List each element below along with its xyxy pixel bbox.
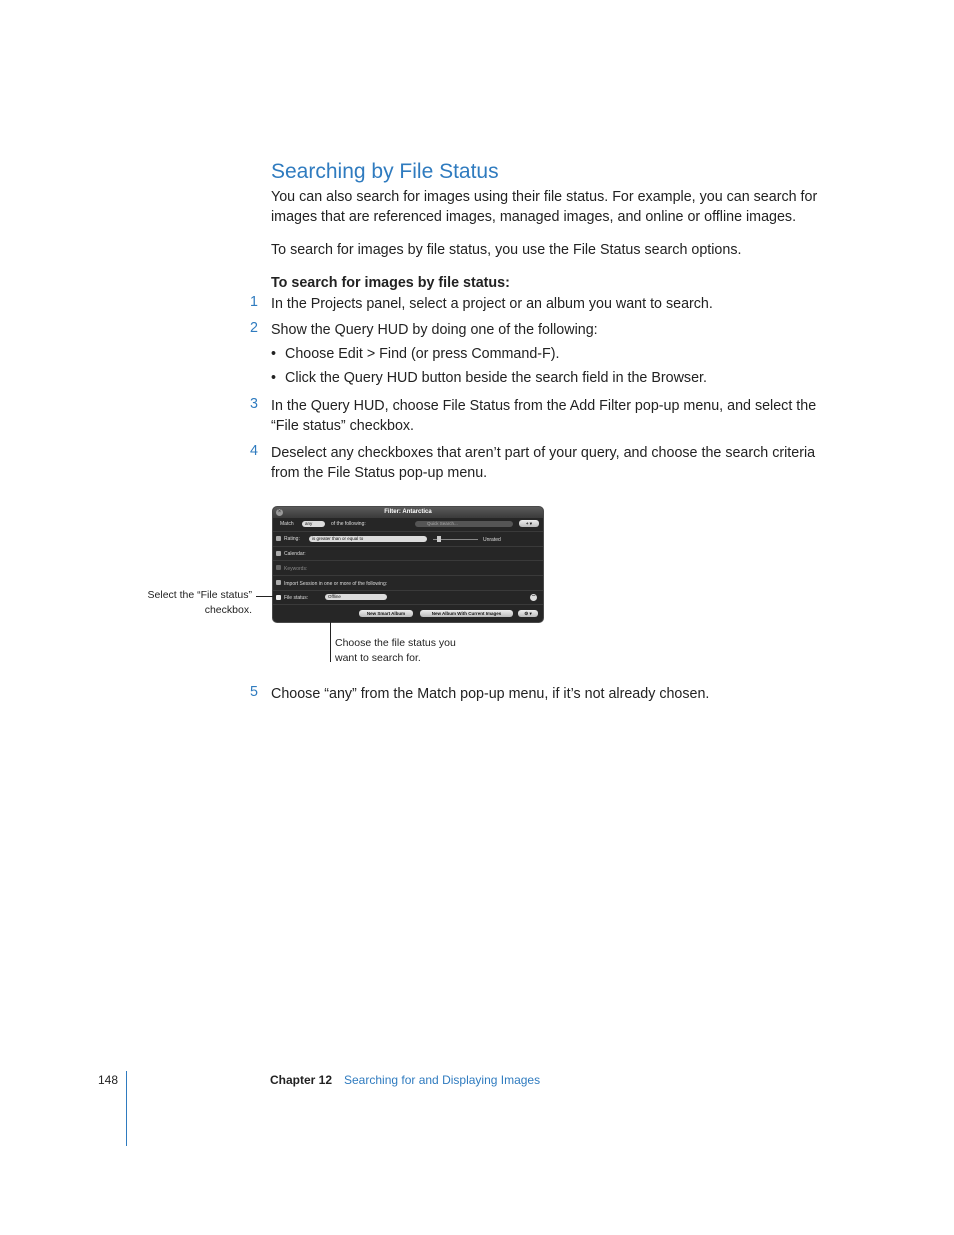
bullet-text: Choose Edit > Find (or press Command-F). xyxy=(285,346,560,362)
callout-line: Select the “File status” xyxy=(147,589,252,601)
step-text-continued: from the File Status pop-up menu. xyxy=(271,465,488,481)
file-status-popup[interactable]: Offline xyxy=(325,594,387,600)
calendar-label: Calendar: xyxy=(284,551,306,557)
keywords-checkbox[interactable] xyxy=(276,565,281,570)
match-row xyxy=(273,518,543,531)
intro-paragraph-2: To search for images by file status, you use the File Status search options. xyxy=(271,242,742,258)
keywords-label: Keywords: xyxy=(284,566,308,572)
file-status-label: File status: xyxy=(284,595,309,601)
step-text: Deselect any checkboxes that aren’t part of your query, and choose the search criteria xyxy=(271,445,816,461)
step-number: 2 xyxy=(250,320,258,336)
rating-checkbox[interactable] xyxy=(276,536,281,541)
step-text: Choose “any” from the Match pop-up menu, if it’s not already chosen. xyxy=(271,686,710,702)
bullet-text: Click the Query HUD button beside the search field in the Browser. xyxy=(285,370,707,386)
import-label: Import Session in one or more of the following: xyxy=(284,581,388,587)
rating-label: Rating: xyxy=(284,536,300,542)
chapter-title: Searching for and Displaying Images xyxy=(344,1073,541,1087)
callout-line: want to search for. xyxy=(335,652,421,664)
step-text: Show the Query HUD by doing one of the following: xyxy=(271,322,598,338)
add-filter-button[interactable]: + ▾ xyxy=(519,520,539,527)
gear-icon[interactable]: ⚙ ▾ xyxy=(518,610,538,617)
hud-title: Filter: Antarctica xyxy=(273,507,543,518)
match-label: Match xyxy=(280,521,294,527)
rating-value: Unrated xyxy=(483,537,501,543)
step-number: 5 xyxy=(250,684,258,700)
calendar-row xyxy=(273,546,543,561)
bullet-glyph: • xyxy=(271,346,277,362)
chapter-label: Chapter 12 xyxy=(270,1073,333,1087)
step-text: In the Query HUD, choose File Status from the Add Filter pop-up menu, and select the xyxy=(271,398,817,414)
import-row xyxy=(273,575,543,591)
quick-search-field[interactable]: Quick Search... xyxy=(415,521,513,527)
calendar-checkbox[interactable] xyxy=(276,551,281,556)
step-text: In the Projects panel, select a project or an album you want to search. xyxy=(271,296,713,312)
page-number: 148 xyxy=(98,1073,119,1087)
callout-leader-line xyxy=(330,622,331,662)
step-number: 3 xyxy=(250,396,258,412)
new-smart-album-button[interactable]: New Smart Album xyxy=(359,610,413,617)
of-following-label: of the following: xyxy=(331,521,366,527)
section-heading: Searching by File Status xyxy=(271,160,499,183)
step-text-continued: “File status” checkbox. xyxy=(271,418,415,434)
callout-checkbox xyxy=(130,588,252,618)
query-hud xyxy=(272,506,544,623)
task-title: To search for images by file status: xyxy=(271,275,510,291)
callout-leader-line xyxy=(256,596,274,597)
callout-line: Choose the file status you xyxy=(335,637,456,649)
file-status-checkbox[interactable] xyxy=(276,595,281,600)
close-icon[interactable]: × xyxy=(277,509,282,515)
footer-rule xyxy=(126,1071,127,1146)
match-popup[interactable]: any xyxy=(302,521,325,527)
intro-line-1: You can also search for images using their file status. For example, you can search for xyxy=(271,189,818,205)
bullet-glyph: • xyxy=(271,370,277,386)
file-status-row xyxy=(273,590,543,605)
callout-file-status xyxy=(335,636,495,666)
rating-row xyxy=(273,531,543,547)
keywords-row xyxy=(273,560,543,576)
step-number: 1 xyxy=(250,294,258,310)
import-checkbox[interactable] xyxy=(276,580,281,585)
slider-thumb[interactable] xyxy=(437,536,441,542)
rating-operator-popup[interactable]: is greater than or equal to xyxy=(309,536,427,542)
callout-line: checkbox. xyxy=(204,604,252,616)
step-number: 4 xyxy=(250,443,258,459)
remove-filter-icon[interactable]: − xyxy=(531,593,536,600)
intro-line-2: images that are referenced images, managed images, and online or offline images. xyxy=(271,209,797,225)
new-album-current-images-button[interactable]: New Album With Current Images xyxy=(420,610,513,617)
hud-footer xyxy=(273,604,543,623)
